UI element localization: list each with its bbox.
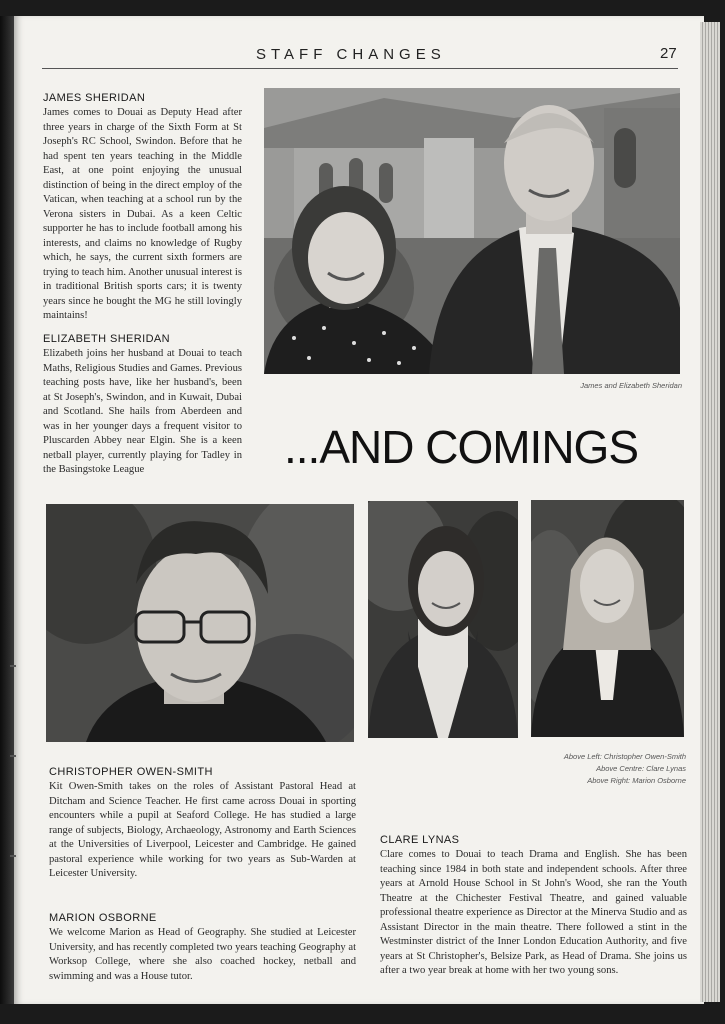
caption-above-centre: Above Centre: Clare Lynas	[596, 764, 686, 773]
christopher-owen-smith-heading: CHRISTOPHER OWEN-SMITH	[49, 766, 213, 778]
sheridans-caption: James and Elizabeth Sheridan	[580, 381, 682, 390]
header-rule	[42, 68, 678, 69]
marion-osborne-photo	[531, 500, 684, 737]
marion-osborne-heading: MARION OSBORNE	[49, 912, 157, 924]
caption-above-right: Above Right: Marion Osborne	[587, 776, 686, 785]
gutter-mark	[10, 855, 16, 857]
clare-lynas-photo	[368, 501, 518, 738]
marion-osborne-text: We welcome Marion as Head of Geography. She studied at Leicester University, and has recently completed two years teaching Geography at Worksop College, where she also coached hockey, netball and swimming and was a House tutor.	[49, 927, 357, 982]
christopher-owen-smith-photo	[46, 504, 354, 742]
elizabeth-sheridan-text: Elizabeth joins her husband at Douai to teach Maths, Religious Studies and Games. Previous teaching posts have, like her husband's, been at St Joseph's, Swindon, and in Kuwait, Dubai and Scotland. She hails from Aberdeen and was in her younger days a frequent visitor to Pluscarden Abbey near Elgin. She is a keen netball player, currently playing for Tadley in the Basingstoke League	[43, 348, 242, 475]
page-edges	[700, 22, 720, 1002]
clare-lynas-text: Clare comes to Douai to teach Drama and English. She has been teaching since 1984 in both state and independent schools. After three years at Arnold House School in St John's Wood, she ran the Youth Theatre at the Chichester Festival Theatre, and gained valuable professional theatre experience as Director at the Minerva Studio and as Assistant Director in the main theatre. There followed a stint in the Westminster district of the Inner London Education Authority, and five years at St Christopher's, Belsize Park, as Head of Drama. She joins us after a two year break at home with her two young sons.	[380, 849, 687, 976]
elizabeth-sheridan-heading: ELIZABETH SHERIDAN	[43, 333, 171, 345]
section-title: ...AND COMINGS	[284, 421, 639, 473]
james-sheridan-text: James comes to Douai as Deputy Head after three years in charge of the Sixth Form at St Joseph's RC School, Swindon. Before that he had spent ten years teaching in the Middle East, at one point enjoying the unusual distinction of being in the direct employ of the Vatican, when teaching at a school run by the Verona sisters in Dubai. As a keen Celtic supporter he has to include football among his interests, and claims no knowledge of Rugby which, he says, the current sixth formers are trying to teach him. Another unusual interest is in traditional British sports cars; it is twenty years since he bought the MG he still lovingly maintains!	[43, 107, 242, 321]
running-header: STAFF CHANGES	[256, 46, 446, 63]
clare-lynas-heading: CLARE LYNAS	[380, 834, 460, 846]
gutter-mark	[10, 755, 16, 757]
sheridans-photo	[264, 88, 680, 374]
caption-above-left: Above Left: Christopher Owen-Smith	[563, 752, 686, 761]
christopher-owen-smith-text: Kit Owen-Smith takes on the roles of Assistant Pastoral Head at Ditcham and Science Teacher. He first came across Douai in sporting encounters while a pupil at Seaford College. He has studied a large range of subjects, Biology, Archaeology, Astronomy and Earth Sciences at the Universities of Liverpool, Leicester and Cambridge. He gained pastoral experience while working for two years as Sub-Warden at Leicester University.	[49, 781, 356, 879]
gutter-mark	[10, 665, 16, 667]
james-sheridan-heading: JAMES SHERIDAN	[43, 92, 146, 104]
page-number: 27	[660, 45, 677, 62]
